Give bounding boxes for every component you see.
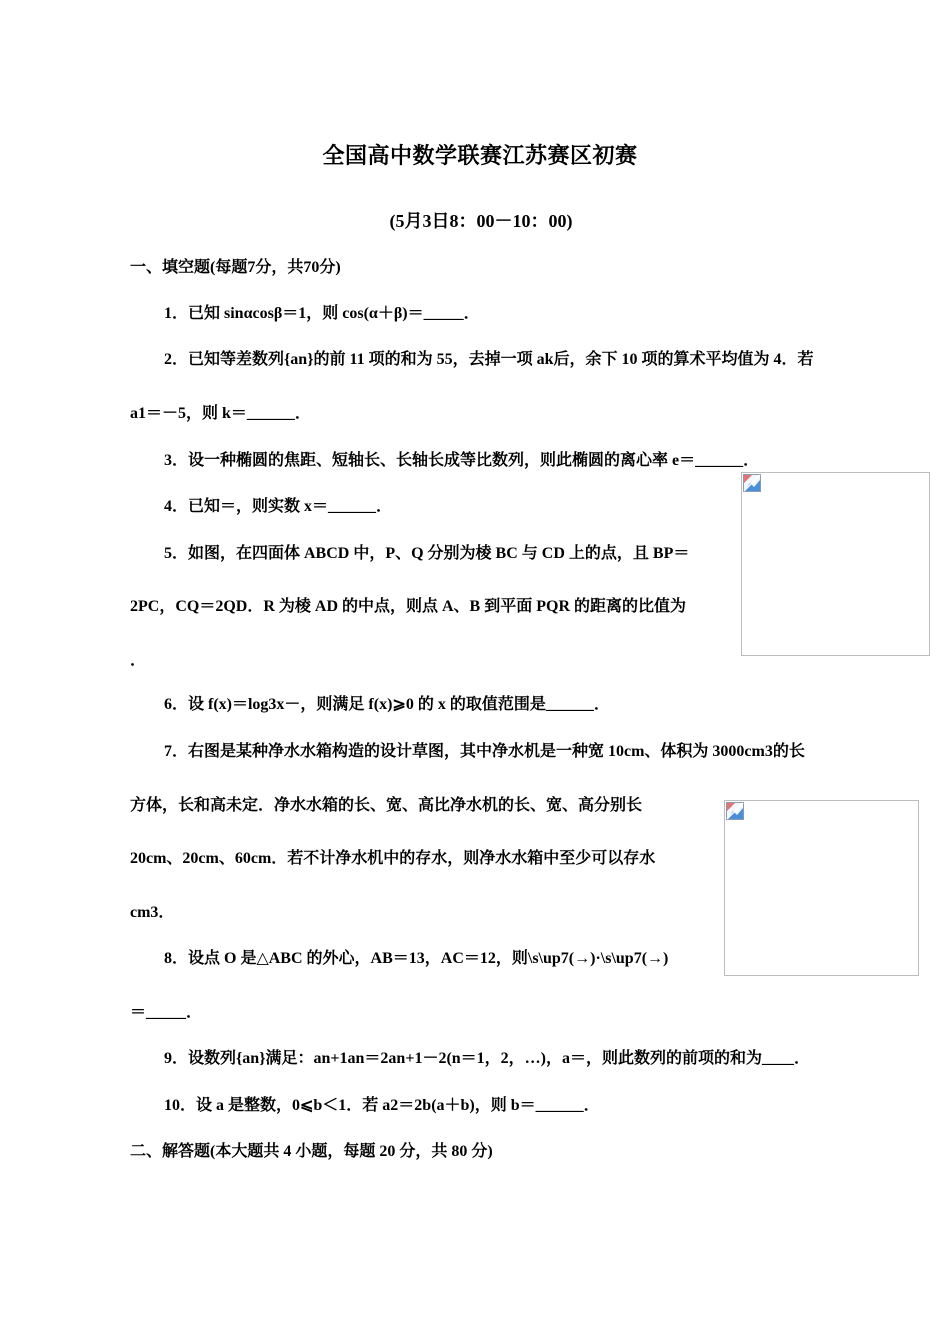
question-5-line-1: 5．如图，在四面体 ABCD 中，P、Q 分别为棱 BC 与 CD 上的点，且 BP＝ xyxy=(164,545,690,562)
question-4: 4．已知＝，则实数 x＝______． xyxy=(164,498,393,515)
question-7-line-4: cm3． xyxy=(130,904,175,921)
question-8-line-2: ＝_____． xyxy=(130,1004,203,1021)
question-5-line-2: 2PC，CQ＝2QD．R 为棱 AD 的中点，则点 A、B 到平面 PQR 的距离的比值为 xyxy=(130,598,686,615)
question-7-line-1: 7．右图是某种净水水箱构造的设计草图，其中净水机是一种宽 10cm、体积为 3000cm3的长 xyxy=(164,743,805,760)
question-8-line-1: 8．设点 O 是△ABC 的外心，AB＝13，AC＝12，则\s\up7(→)·\s\up7(→) xyxy=(164,950,669,967)
broken-image-icon xyxy=(726,802,744,820)
page-title: 全国高中数学联赛江苏赛区初赛 xyxy=(322,143,638,168)
question-7-line-3: 20cm、20cm、60cm．若不计净水机中的存水，则净水水箱中至少可以存水 xyxy=(130,850,656,867)
tetrahedron-figure xyxy=(741,472,930,656)
exam-time: (5月3日8：00－10：00) xyxy=(389,211,573,231)
section-heading-answer: 二、解答题(本大题共 4 小题，每题 20 分，共 80 分) xyxy=(130,1143,493,1160)
question-2-line-1: 2．已知等差数列{an}的前 11 项的和为 55，去掉一项 ak后，余下 10 项的算术平均值为 4．若 xyxy=(164,351,814,368)
section-heading-fill-in: 一、填空题(每题7分，共70分) xyxy=(130,259,341,276)
question-6: 6．设 f(x)＝log3x－，则满足 f(x)⩾0 的 x 的取值范围是______． xyxy=(164,696,610,713)
question-7-line-2: 方体，长和高未定．净水水箱的长、宽、高比净水机的长、宽、高分别长 xyxy=(130,797,643,814)
question-9: 9．设数列{an}满足：an+1an＝2an+1－2(n＝1，2，…)，a＝，则此数列的前项的和为____． xyxy=(164,1050,810,1067)
question-10: 10．设 a 是整数，0⩽b＜1．若 a2＝2b(a＋b)，则 b＝______． xyxy=(164,1097,600,1114)
water-tank-figure xyxy=(724,800,919,976)
question-5-line-3: ． xyxy=(130,652,147,669)
question-1: 1．已知 sinαcosβ＝1，则 cos(α＋β)＝_____． xyxy=(164,305,480,322)
question-3: 3．设一种椭圆的焦距、短轴长、长轴长成等比数列，则此椭圆的离心率 e＝______． xyxy=(164,452,760,469)
broken-image-icon xyxy=(743,474,761,492)
question-2-line-2: a1＝－5，则 k＝______． xyxy=(130,405,311,422)
